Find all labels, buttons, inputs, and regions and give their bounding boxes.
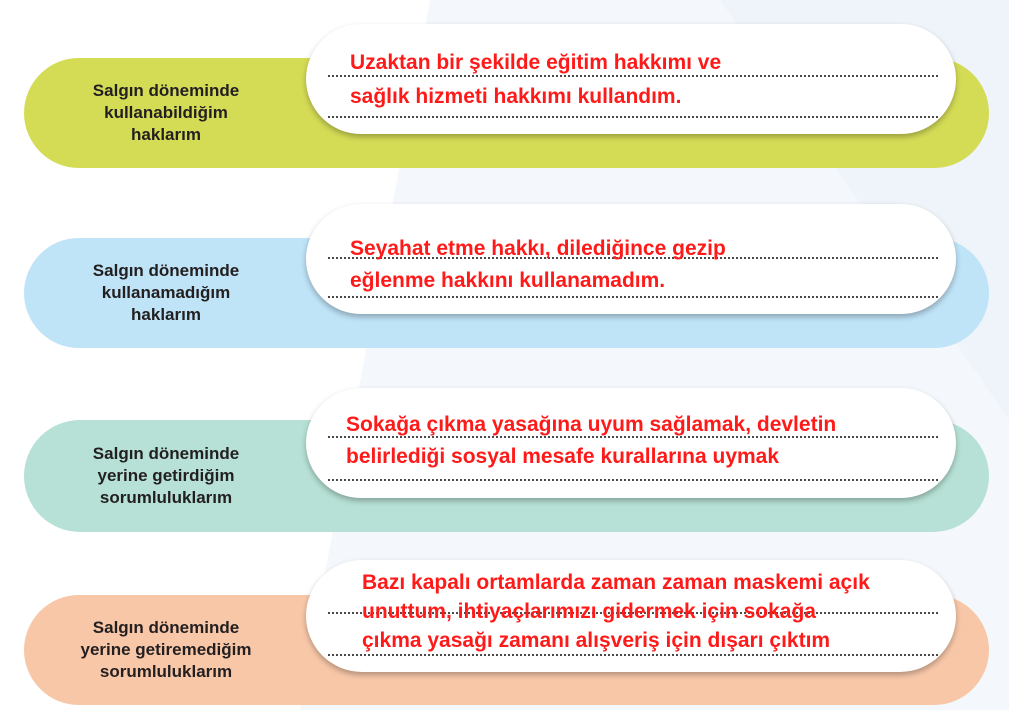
answer-text — [350, 234, 940, 296]
label-line: Salgın döneminde — [92, 618, 240, 637]
answer-line: Uzaktan bir şekilde eğitim hakkımı ve — [350, 51, 722, 74]
dotted-line — [328, 479, 938, 481]
row-unfulfilled-responsibilities-label — [36, 595, 296, 705]
label-line: sorumluluklarım — [99, 488, 233, 507]
dotted-line — [328, 296, 938, 298]
answer-card — [306, 388, 956, 498]
label-line: haklarım — [131, 125, 201, 144]
label-line: kullanamadığım — [101, 283, 231, 302]
answer-text — [362, 568, 940, 655]
answer-line: belirlediği sosyal mesafe kurallarına uymak — [346, 445, 780, 468]
answer-line: Seyahat etme hakkı, dilediğince gezip — [350, 237, 726, 260]
row-fulfilled-responsibilities-label — [36, 420, 296, 532]
label-line: yerine getirdiğim — [97, 466, 235, 485]
answer-line: Sokağa çıkma yasağına uyum sağlamak, devletin — [346, 413, 837, 436]
label-line: Salgın döneminde — [92, 444, 240, 463]
answer-line: çıkma yasağı zamanı alışveriş için dışarı çıktım — [362, 629, 831, 652]
label-line: kullanabildiğim — [104, 103, 228, 122]
answer-line: sağlık hizmeti hakkımı kullandım. — [350, 85, 682, 108]
answer-card — [306, 204, 956, 314]
answer-text — [346, 410, 940, 472]
answer-line: unuttum, ihtiyaçlarımızı gidermek için sokağa — [362, 600, 816, 623]
label-line: Salgın döneminde — [92, 81, 240, 100]
answer-line: Bazı kapalı ortamlarda zaman zaman maskemi açık — [362, 571, 870, 594]
row-unusable-rights-label — [36, 238, 296, 348]
label-line: Salgın döneminde — [92, 261, 240, 280]
label-line: haklarım — [131, 305, 201, 324]
label-line: yerine getiremediğim — [80, 640, 252, 659]
answer-line: eğlenme hakkını kullanamadım. — [350, 269, 666, 292]
label-line: sorumluluklarım — [99, 662, 233, 681]
answer-card — [306, 560, 956, 672]
